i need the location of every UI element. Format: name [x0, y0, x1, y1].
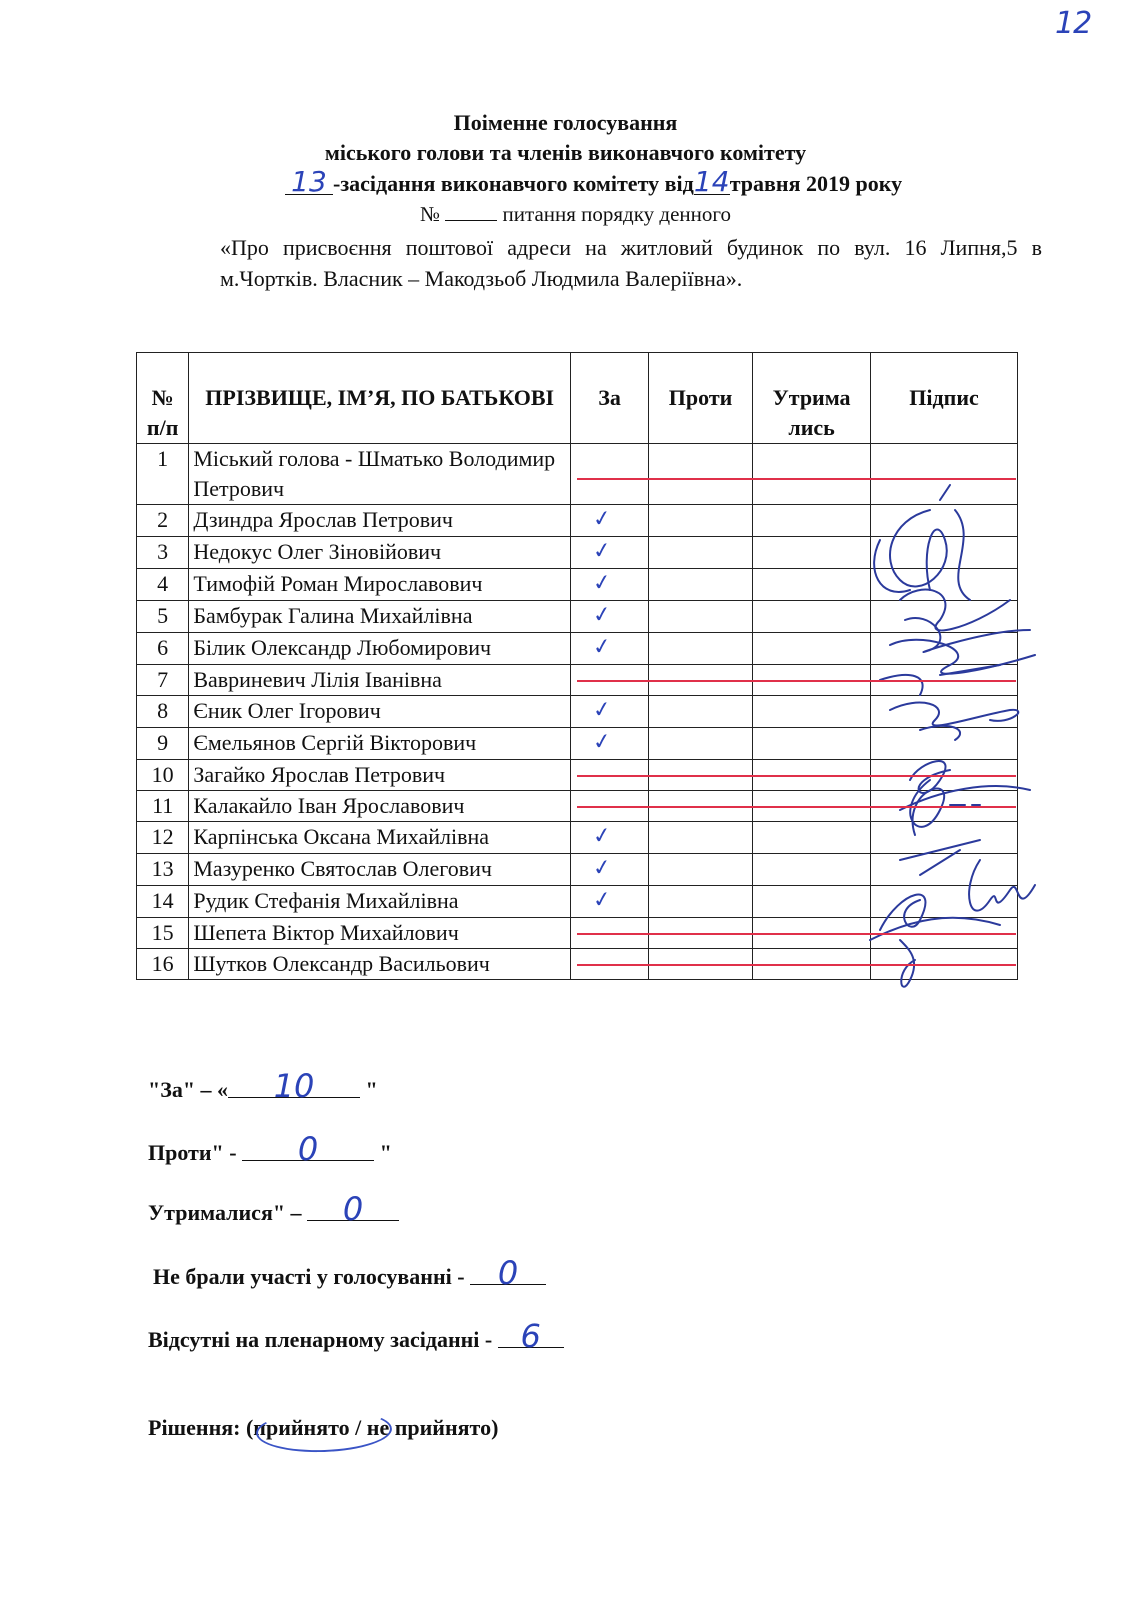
row-name: Загайко Ярослав Петрович [189, 760, 571, 791]
summary-abstained-label: Утрималися" – [148, 1200, 308, 1225]
absent-strike-line [577, 806, 1016, 808]
summary-against-value: 0 [242, 1138, 374, 1161]
title-line-1: Поіменне голосування [453, 110, 678, 135]
row-num: 15 [137, 918, 189, 949]
row-name: Міський голова - Шматько Володимир Петрович [189, 444, 571, 505]
row-num: 1 [137, 444, 189, 505]
row-num: 12 [137, 822, 189, 854]
row-num: 10 [137, 760, 189, 791]
summary-absent-value: 6 [498, 1325, 564, 1348]
checkmark-icon: ✓ [591, 569, 613, 597]
row-for [571, 569, 649, 601]
row-abstained [753, 728, 871, 760]
summary-not-voted-label: Не брали участі у голосуванні - [153, 1264, 471, 1289]
checkmark-icon: ✓ [591, 696, 613, 724]
row-against [649, 822, 753, 854]
row-num: 11 [137, 791, 189, 822]
row-abstained [753, 696, 871, 728]
row-name: Шутков Олександр Васильович [189, 949, 571, 980]
row-name: Білик Олександр Любомирович [189, 633, 571, 665]
row-abstained [753, 822, 871, 854]
summary-for-value: 10 [228, 1075, 360, 1098]
row-name: Дзиндра Ярослав Петрович [189, 505, 571, 537]
row-abstained [753, 505, 871, 537]
session-date-rest: травня 2019 року [729, 171, 903, 196]
agenda-suffix: питання порядку денного [502, 202, 731, 226]
row-name: Калакайло Іван Ярославович [189, 791, 571, 822]
row-abstained [753, 854, 871, 886]
row-for [571, 696, 649, 728]
agenda-description: «Про присвоєння поштової адреси на житловий будинок по вул. 16 Липня,5 в м.Чортків. Власник – Макодзьоб Людмила Валеріївна». [220, 235, 1042, 291]
session-number: 13 [285, 170, 333, 195]
row-num: 2 [137, 505, 189, 537]
checkmark-icon: ✓ [591, 537, 613, 565]
checkmark-icon: ✓ [591, 505, 613, 533]
title-line-2: міського голови та членів виконавчого комітету [324, 140, 807, 165]
checkmark-icon: ✓ [591, 728, 613, 756]
row-abstained [753, 886, 871, 918]
row-name: Недокус Олег Зіновійович [189, 537, 571, 569]
header-name: ПРІЗВИЩЕ, ІМ’Я, ПО БАТЬКОВІ [189, 353, 571, 444]
row-against [649, 886, 753, 918]
summary-not-voted-value: 0 [470, 1262, 546, 1285]
row-num: 6 [137, 633, 189, 665]
summary-for-suffix: " [360, 1077, 378, 1102]
row-abstained [753, 444, 871, 505]
summary-not-voted [153, 1254, 546, 1292]
session-text: -засідання виконавчого комітету від [333, 171, 694, 196]
row-name: Карпінська Оксана Михайлівна [189, 822, 571, 854]
row-num: 9 [137, 728, 189, 760]
summary-absent-label: Відсутні на пленарному засіданні - [148, 1327, 498, 1352]
row-num: 7 [137, 665, 189, 696]
checkmark-icon: ✓ [591, 601, 613, 629]
row-num: 3 [137, 537, 189, 569]
signatures-drawing [860, 480, 1050, 1010]
absent-strike-line [577, 478, 1016, 480]
row-for [571, 601, 649, 633]
row-name: Мазуренко Святослав Олегович [189, 854, 571, 886]
header-signature: Підпис [871, 353, 1018, 444]
header-abstained: Утрима лись [753, 353, 871, 444]
row-against [649, 633, 753, 665]
session-day: 14 [693, 165, 730, 198]
row-name: Шепета Віктор Михайлович [189, 918, 571, 949]
agenda-number [445, 202, 497, 221]
row-name: Тимофій Роман Мирославович [189, 569, 571, 601]
header-num: № п/п [137, 353, 189, 444]
row-against [649, 537, 753, 569]
header-against: Проти [649, 353, 753, 444]
row-num: 16 [137, 949, 189, 980]
row-num: 4 [137, 569, 189, 601]
checkmark-icon: ✓ [591, 822, 613, 850]
table-header-row [137, 353, 1018, 444]
row-num: 5 [137, 601, 189, 633]
row-against [649, 505, 753, 537]
row-against [649, 728, 753, 760]
session-line [285, 165, 903, 198]
row-for [571, 854, 649, 886]
row-for [571, 822, 649, 854]
row-num: 14 [137, 886, 189, 918]
row-for [571, 505, 649, 537]
absent-strike-line [577, 775, 1016, 777]
absent-strike-line [577, 964, 1016, 966]
page-number: 12 [1055, 6, 1092, 41]
row-abstained [753, 569, 871, 601]
row-name: Ємельянов Сергій Вікторович [189, 728, 571, 760]
summary-abstained [148, 1190, 399, 1228]
absent-strike-line [577, 933, 1016, 935]
absent-strike-line [577, 680, 1016, 682]
checkmark-icon: ✓ [591, 886, 613, 914]
row-for [571, 728, 649, 760]
summary-for [148, 1067, 378, 1105]
summary-for-label: "За" – « [148, 1077, 229, 1102]
row-against [649, 696, 753, 728]
row-name: Бамбурак Галина Михайлівна [189, 601, 571, 633]
row-name: Вавриневич Лілія Іванівна [189, 665, 571, 696]
row-for [571, 537, 649, 569]
summary-against [148, 1130, 392, 1168]
row-name: Єник Олег Ігорович [189, 696, 571, 728]
row-abstained [753, 633, 871, 665]
row-against [649, 601, 753, 633]
checkmark-icon: ✓ [591, 633, 613, 661]
row-abstained [753, 601, 871, 633]
summary-absent [148, 1317, 564, 1355]
summary-against-label: Проти" - [148, 1140, 243, 1165]
row-num: 8 [137, 696, 189, 728]
checkmark-icon: ✓ [591, 854, 613, 882]
row-against [649, 444, 753, 505]
agenda-line [420, 202, 731, 227]
row-abstained [753, 537, 871, 569]
row-for [571, 886, 649, 918]
row-name: Рудик Стефанія Михайлівна [189, 886, 571, 918]
row-for [571, 633, 649, 665]
summary-abstained-value: 0 [307, 1198, 399, 1221]
summary-decision: Рішення: (прийнято / не прийнято) [148, 1415, 499, 1440]
summary-against-suffix: " [374, 1140, 392, 1165]
row-against [649, 569, 753, 601]
row-num: 13 [137, 854, 189, 886]
header-for: За [571, 353, 649, 444]
agenda-prefix: № [420, 202, 441, 226]
row-against [649, 854, 753, 886]
row-for [571, 444, 649, 505]
